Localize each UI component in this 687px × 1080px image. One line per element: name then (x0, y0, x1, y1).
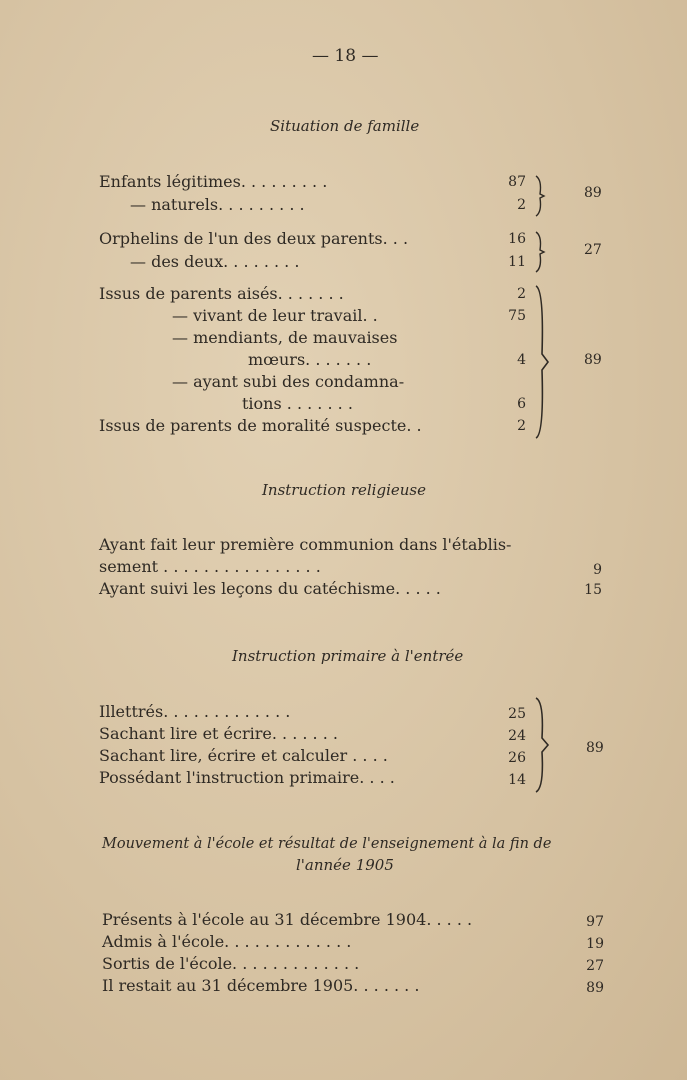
row-value: 27 (586, 958, 604, 974)
group-total: 89 (584, 352, 602, 368)
page-number: — 18 — (312, 46, 379, 66)
row-value: 2 (517, 286, 526, 302)
row-value: 24 (508, 728, 526, 744)
row-value: 89 (586, 980, 604, 996)
row-label: Issus de parents de moralité suspecte. . (99, 416, 422, 435)
row-label: — mendiants, de mauvaises (172, 328, 398, 347)
row-label: Issus de parents aisés. . . . . . . (99, 284, 344, 303)
row-value: 9 (593, 562, 602, 578)
row-value: 75 (508, 308, 526, 324)
row-value: 25 (508, 706, 526, 722)
row-value: 14 (508, 772, 526, 788)
section-title-religieuse: Instruction religieuse (262, 481, 426, 499)
row-value: 2 (517, 197, 526, 213)
row-value: 97 (586, 914, 604, 930)
section-title-primaire: Instruction primaire à l'entrée (232, 647, 464, 665)
row-label: Ayant suivi les leçons du catéchisme. . . . . (99, 579, 441, 598)
row-label: — des deux. . . . . . . . (130, 252, 300, 271)
group-total: 27 (584, 242, 602, 258)
brace (532, 174, 552, 218)
row-label: Ayant fait leur première communion dans l'établis- (99, 535, 512, 554)
row-value: 19 (586, 936, 604, 952)
row-label: Il restait au 31 décembre 1905. . . . . . . (102, 976, 420, 995)
row-label: Enfants légitimes. . . . . . . . . (99, 172, 328, 191)
row-label: Sortis de l'école. . . . . . . . . . . . . (102, 954, 360, 973)
row-label: Possédant l'instruction primaire. . . . (99, 768, 395, 787)
row-value: 15 (584, 582, 602, 598)
group-total: 89 (584, 185, 602, 201)
row-label: Sachant lire, écrire et calculer . . . . (99, 746, 388, 765)
section-title-mouvement-line2: l'année 1905 (296, 856, 394, 874)
row-label: sement . . . . . . . . . . . . . . . . (99, 557, 321, 576)
section-title-famille: Situation de famille (270, 117, 420, 135)
row-value: 26 (508, 750, 526, 766)
row-label: Admis à l'école. . . . . . . . . . . . . (102, 932, 352, 951)
row-value: 2 (517, 418, 526, 434)
row-value: 4 (517, 352, 526, 368)
row-value: 11 (508, 254, 526, 270)
row-label: mœurs. . . . . . . (248, 350, 372, 369)
section-title-mouvement: Mouvement à l'école et résultat de l'enseignement à la fin de (102, 836, 552, 852)
row-value: 16 (508, 231, 526, 247)
row-label: Sachant lire et écrire. . . . . . . (99, 724, 338, 743)
brace (532, 696, 554, 794)
row-label: Illettrés. . . . . . . . . . . . . (99, 702, 291, 721)
row-label: — naturels. . . . . . . . . (130, 195, 305, 214)
row-label: Présents à l'école au 31 décembre 1904. . . . . (102, 910, 473, 929)
row-value: 87 (508, 174, 526, 190)
row-value: 6 (517, 396, 526, 412)
row-label: Orphelins de l'un des deux parents. . . (99, 229, 409, 248)
row-label: tions . . . . . . . (242, 394, 353, 413)
brace (532, 230, 552, 274)
brace (532, 284, 554, 440)
row-label: — vivant de leur travail. . (172, 306, 378, 325)
group-total: 89 (586, 740, 604, 756)
row-label: — ayant subi des condamna- (172, 372, 405, 391)
